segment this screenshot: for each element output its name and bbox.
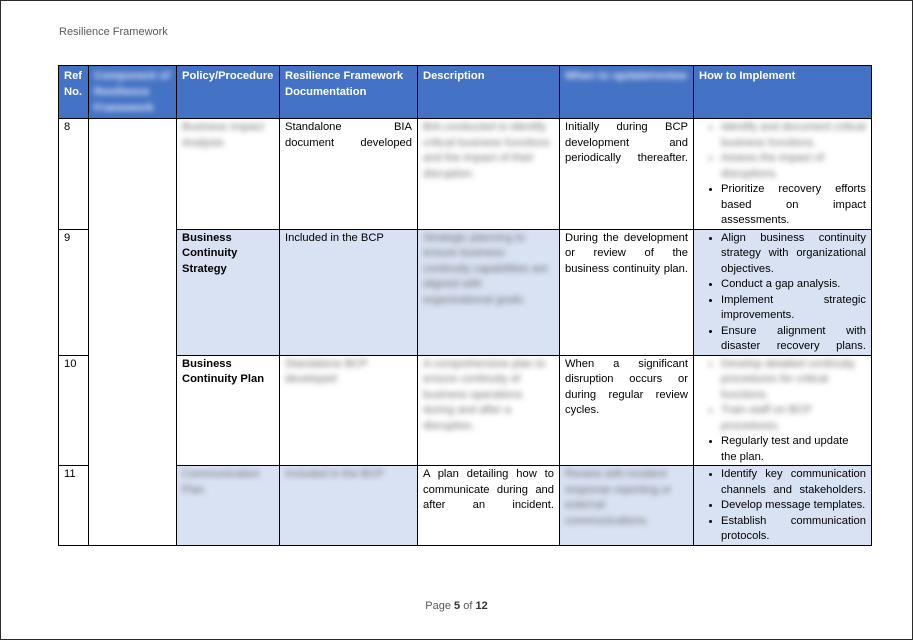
component-cell xyxy=(89,119,177,546)
table-row xyxy=(59,355,872,466)
description-cell: Strategic planning to ensure business continuity capabilities are aligned with organizational goals. xyxy=(418,229,560,355)
description-cell: A plan detailing how to communicate during and after an incident. xyxy=(418,466,560,546)
how-item: • Ensure alignment with disaster recovery plans. xyxy=(721,324,866,355)
table-header-row xyxy=(59,66,872,119)
how-item: • Develop detailed continuity procedures for critical functions. xyxy=(721,357,866,404)
documentation-cell: Included in the BCP xyxy=(280,229,418,355)
policy-cell: Communication Plan xyxy=(177,466,280,546)
how-item: • Develop message templates. xyxy=(721,498,866,514)
col-documentation: Resilience Framework Documentation xyxy=(280,66,418,119)
when-cell: During the development or review of the business continuity plan. xyxy=(560,229,694,355)
policy-cell: Business Impact Analysis xyxy=(177,119,280,230)
how-item: • Conduct a gap analysis. xyxy=(721,277,866,293)
how-item: • Identify key communication channels and stakeholders. xyxy=(721,467,866,498)
ref-cell: 9 xyxy=(59,229,89,355)
documentation-cell: Standalone BIA document developed xyxy=(280,119,418,230)
page-label: Page xyxy=(425,600,451,612)
how-item: • Identify and document critical business functions. xyxy=(721,120,866,151)
col-ref: Ref No. xyxy=(59,66,89,119)
page-total: 12 xyxy=(475,600,488,612)
how-cell xyxy=(694,466,872,546)
description-cell: A comprehensive plan to ensure continuity of business operations during and after a disruption. xyxy=(418,355,560,466)
how-cell xyxy=(694,229,872,355)
page-of: of xyxy=(463,600,473,612)
how-cell xyxy=(694,355,872,466)
how-item: • Assess the impact of disruptions. xyxy=(721,151,866,182)
documentation-cell: Standalone BCP developed xyxy=(280,355,418,466)
how-item: • Prioritize recovery efforts based on impact assessments. xyxy=(721,182,866,229)
ref-cell: 11 xyxy=(59,466,89,546)
how-item: • Train staff on BCP procedures. xyxy=(721,403,866,434)
col-how: How to Implement xyxy=(694,66,872,119)
when-cell: When a significant disruption occurs or during regular review cycles. xyxy=(560,355,694,466)
how-item: • Establish communication protocols. xyxy=(721,514,866,545)
ref-cell: 10 xyxy=(59,355,89,466)
table-row xyxy=(59,466,872,546)
when-cell: Initially during BCP development and periodically thereafter. xyxy=(560,119,694,230)
how-cell xyxy=(694,119,872,230)
how-item: • Align business continuity strategy with organizational objectives. xyxy=(721,231,866,278)
framework-table xyxy=(58,65,872,546)
policy-cell: Business Continuity Plan xyxy=(177,355,280,466)
table-row xyxy=(59,119,872,230)
when-cell: Review with incident response reporting or external communications. xyxy=(560,466,694,546)
col-description: Description xyxy=(418,66,560,119)
how-item: • Implement strategic improvements. xyxy=(721,293,866,324)
col-when: When to update/review xyxy=(560,66,694,119)
policy-cell: Business Continuity Strategy xyxy=(177,229,280,355)
table-row xyxy=(59,229,872,355)
page-number: 5 xyxy=(454,600,461,612)
ref-cell: 8 xyxy=(59,119,89,230)
how-item: • Regularly test and update the plan. xyxy=(721,434,866,465)
documentation-cell: Included in the BCP xyxy=(280,466,418,546)
description-cell: BIA conducted to identify critical business functions and the impact of their disruption. xyxy=(418,119,560,230)
col-policy: Policy/Procedure xyxy=(177,66,280,119)
col-component: Component of Resilience Framework xyxy=(89,66,177,119)
page-footer xyxy=(0,600,913,612)
document-header: Resilience Framework xyxy=(59,26,168,38)
